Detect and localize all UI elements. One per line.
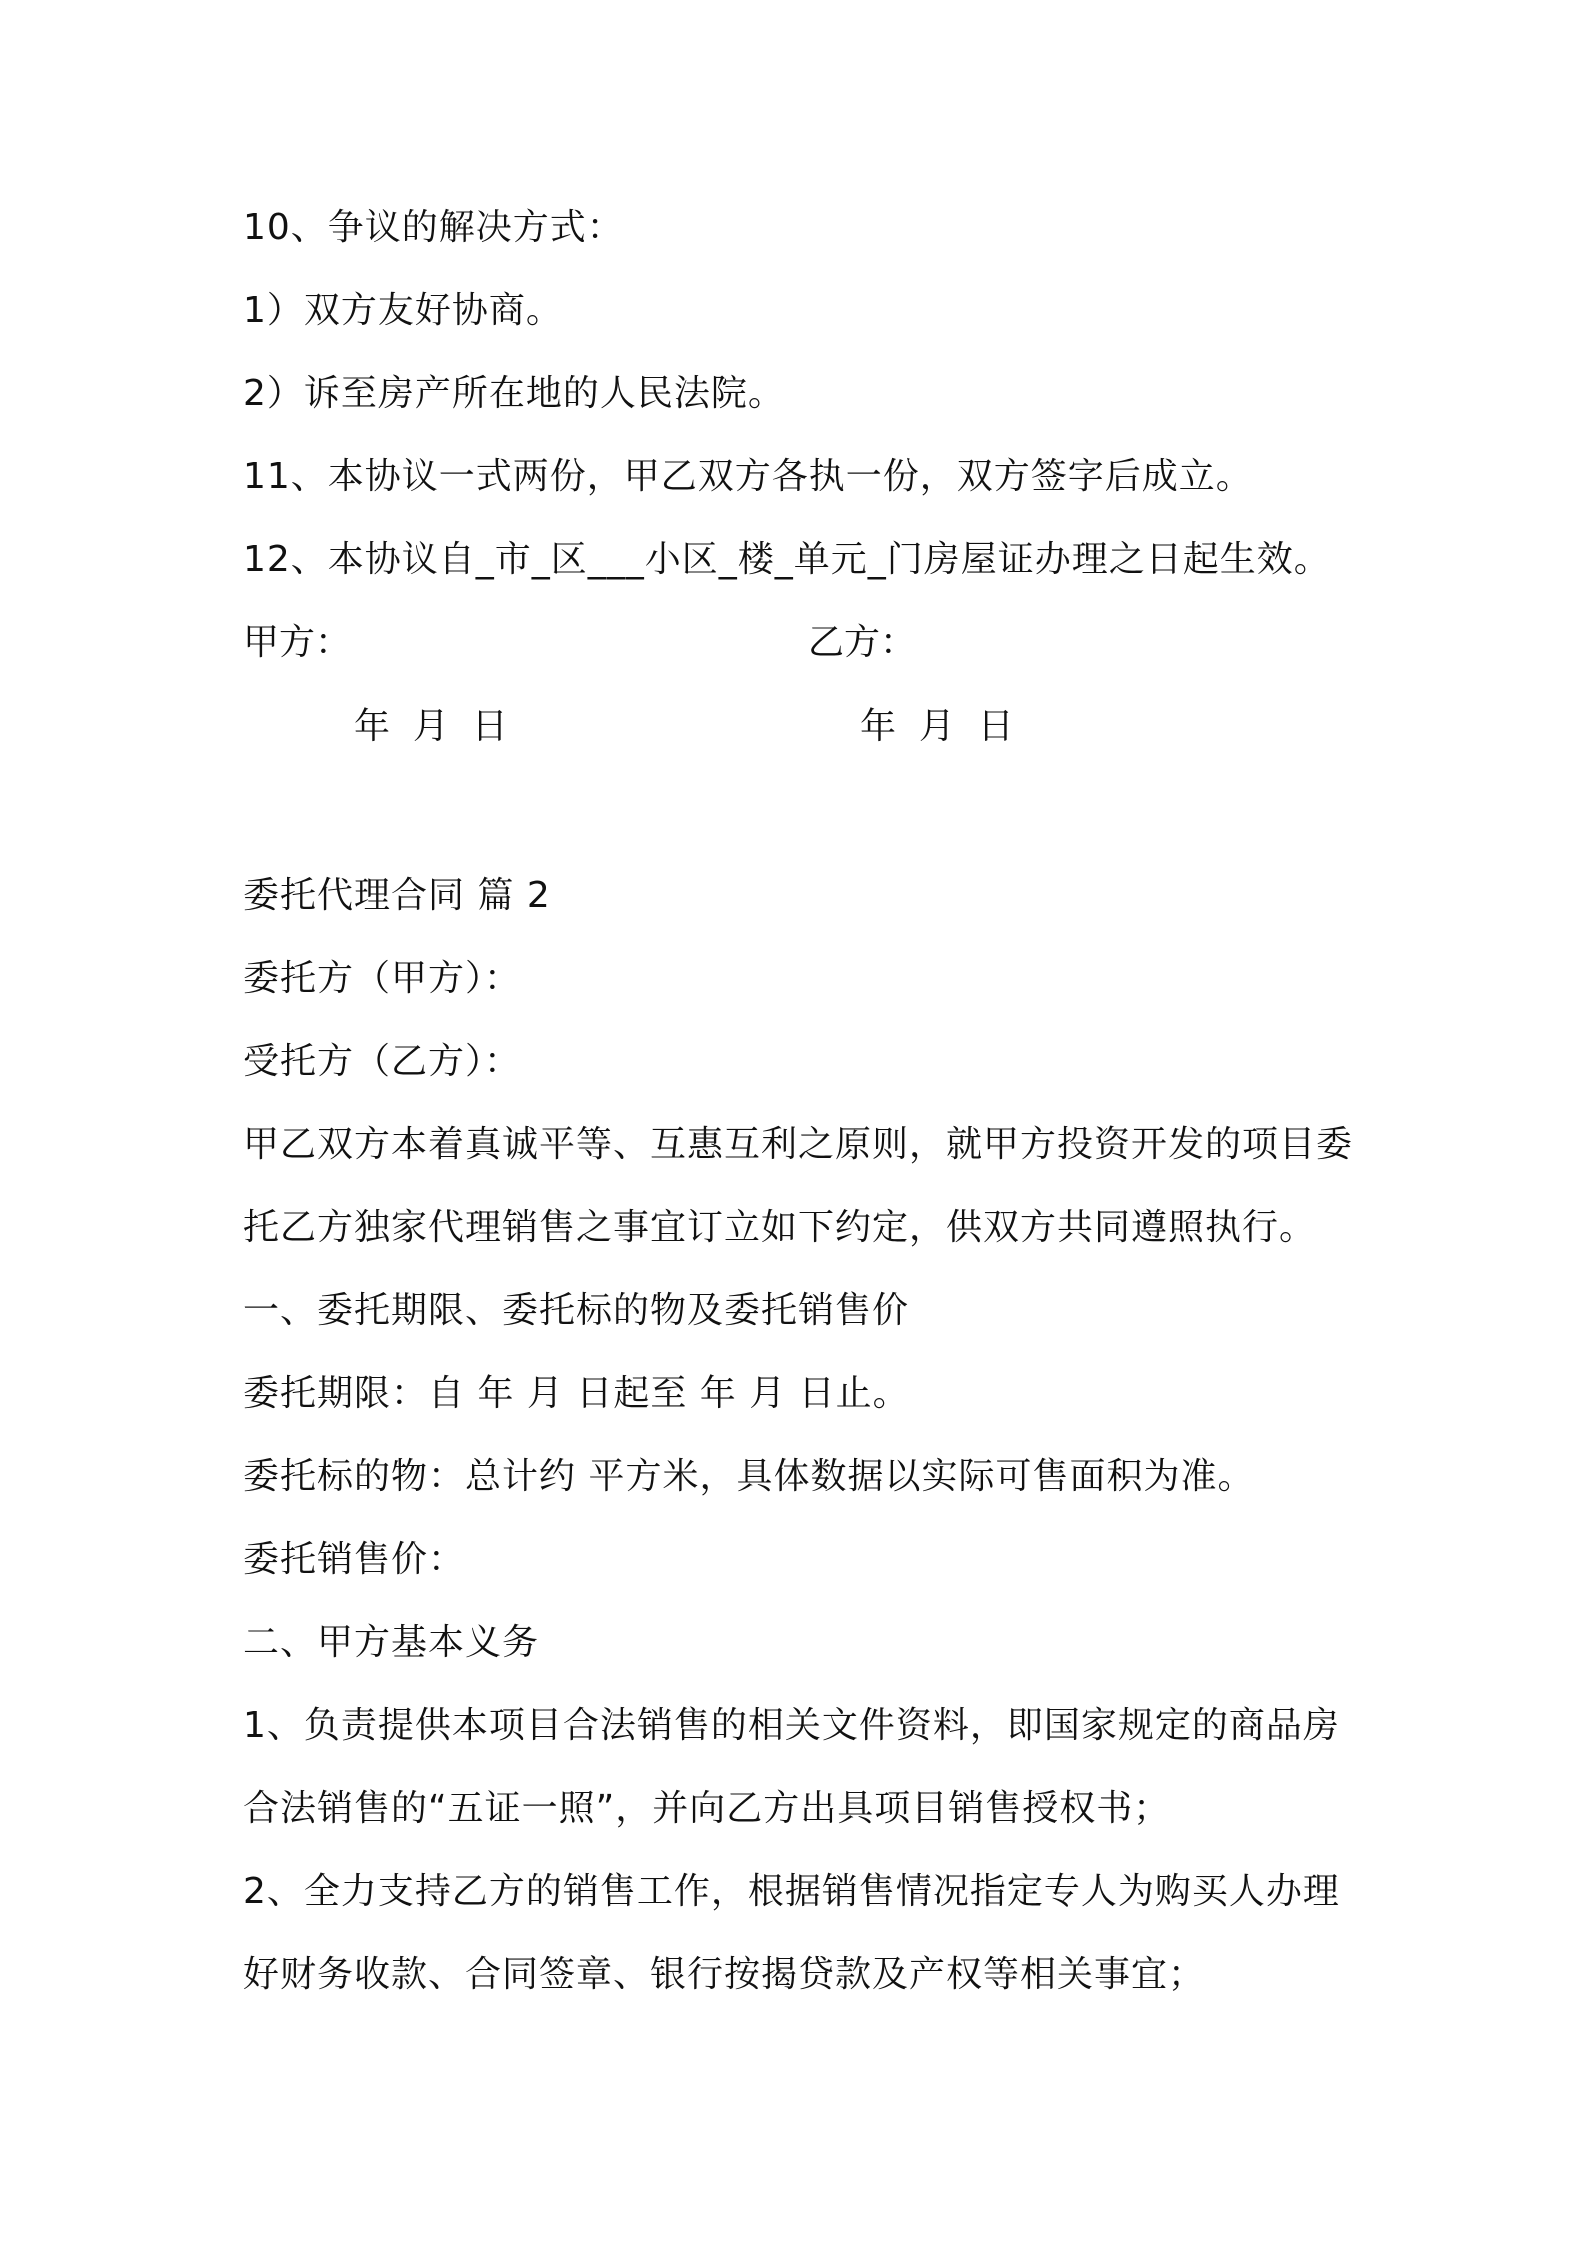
- duty-1-line-2: 合法销售的“五证一照”，并向乙方出具项目销售授权书；: [243, 1788, 1171, 1829]
- section-1-heading: 一、委托期限、委托标的物及委托销售价: [243, 1290, 910, 1331]
- party-a-label: 甲方：: [243, 622, 352, 663]
- clause-12: 12、本协议自_市_区___小区_楼_单元_门房屋证办理之日起生效。: [243, 539, 1331, 580]
- duty-1-line-1: 1、负责提供本项目合法销售的相关文件资料，即国家规定的商品房: [243, 1705, 1340, 1746]
- duty-2-line-1: 2、全力支持乙方的销售工作，根据销售情况指定专人为购买人办理: [243, 1871, 1340, 1912]
- entrust-term: 委托期限：自 年 月 日起至 年 月 日止。: [243, 1373, 910, 1414]
- section-2-heading: 二、甲方基本义务: [243, 1622, 540, 1663]
- client-party: 委托方（甲方）：: [243, 958, 522, 999]
- agent-party: 受托方（乙方）：: [243, 1041, 522, 1082]
- intro-line-2: 托乙方独家代理销售之事宜订立如下约定，供双方共同遵照执行。: [243, 1207, 1317, 1248]
- party-b-date: 年 月 日: [860, 706, 1014, 747]
- clause-11: 11、本协议一式两份，甲乙双方各执一份，双方签字后成立。: [243, 456, 1253, 497]
- party-a-date: 年 月 日: [354, 706, 508, 747]
- contract-title: 委托代理合同 篇 2: [243, 875, 551, 916]
- intro-line-1: 甲乙双方本着真诚平等、互惠互利之原则，就甲方投资开发的项目委: [243, 1124, 1354, 1165]
- dispute-heading: 10、争议的解决方式：: [243, 207, 624, 248]
- entrust-price: 委托销售价：: [243, 1539, 466, 1580]
- duty-2-line-2: 好财务收款、合同签章、银行按揭贷款及产权等相关事宜；: [243, 1954, 1206, 1995]
- entrust-subject: 委托标的物：总计约 平方米，具体数据以实际可售面积为准。: [243, 1456, 1255, 1497]
- party-b-label: 乙方：: [808, 622, 917, 663]
- dispute-item-2: 2）诉至房产所在地的人民法院。: [243, 373, 785, 414]
- dispute-item-1: 1）双方友好协商。: [243, 290, 563, 331]
